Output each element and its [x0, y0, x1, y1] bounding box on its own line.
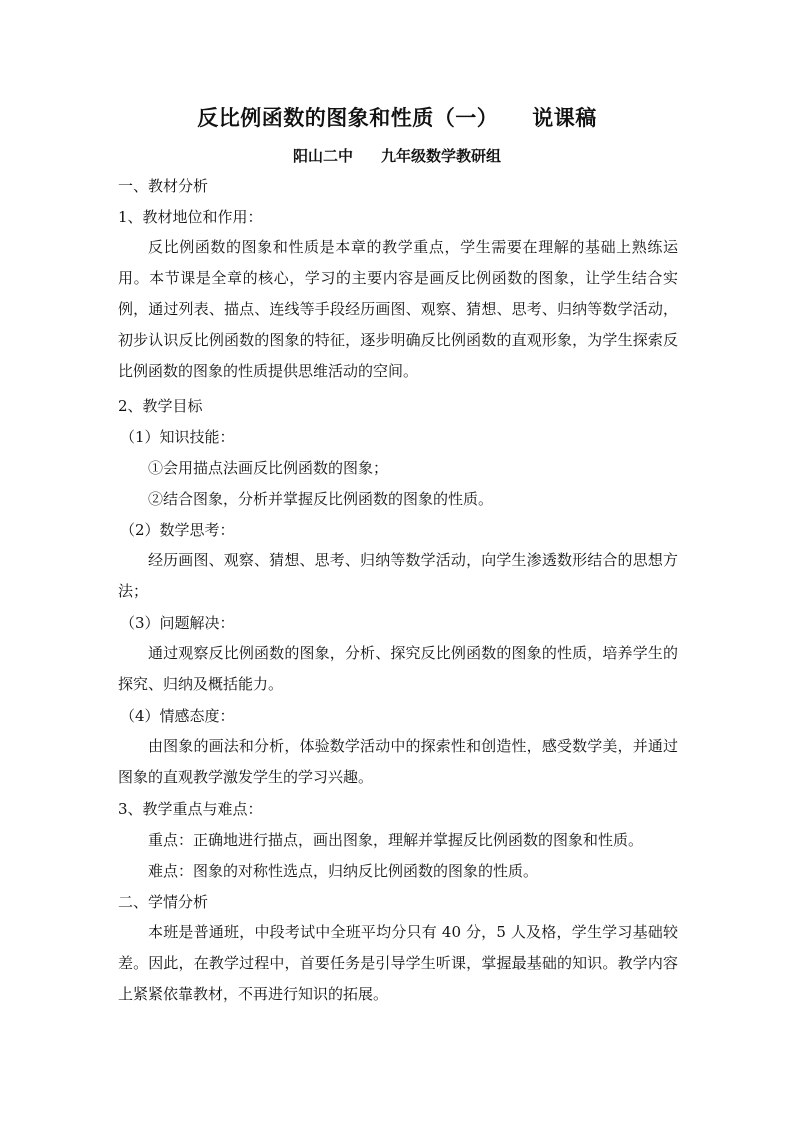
goal-1-item-1: ①会用描点法画反比例函数的图象；	[148, 459, 389, 477]
section-1-3-heading: 3、教学重点与难点：	[118, 800, 263, 818]
document-title	[0, 102, 794, 132]
goal-3-heading: （3）问题解决：	[120, 614, 235, 632]
goal-4-heading: （4）情感态度：	[120, 707, 235, 725]
document-subtitle	[0, 145, 794, 166]
section-1-1-heading: 1、教材地位和作用：	[118, 208, 263, 226]
goal-2-heading: （2）数学思考：	[120, 521, 235, 539]
goal-4-paragraph: 由图象的画法和分析，体验数学活动中的探索性和创造性，感受数学美，并通过图象的直观教学激发学生的学习兴趣。	[118, 737, 678, 786]
title-suffix: 说课稿	[532, 105, 597, 130]
subtitle-school: 阳山二中	[292, 147, 353, 165]
key-point: 重点：正确地进行描点，画出图象，理解并掌握反比例函数的图象和性质。	[148, 831, 644, 849]
goal-3-paragraph: 通过观察反比例函数的图象，分析、探究反比例函数的图象的性质，培养学生的探究、归纳及概括能力。	[118, 644, 678, 693]
section-2-heading: 二、学情分析	[118, 893, 209, 911]
goal-2-paragraph: 经历画图、观察、猜想、思考、归纳等数学活动，向学生渗透数形结合的思想方法；	[118, 551, 678, 600]
section-1-heading: 一、教材分析	[118, 177, 209, 195]
title-main: 反比例函数的图象和性质（一）	[197, 105, 499, 130]
difficulty-point: 难点：图象的对称性选点，归纳反比例函数的图象的性质。	[148, 862, 539, 880]
section-2-paragraph: 本班是普通班，中段考试中全班平均分只有 40 分，5 人及格，学生学习基础较差。因此，在教学过程中，首要任务是引导学生听课，掌握最基础的知识。教学内容上紧紧依靠教材，不再进行知识的拓展。	[118, 923, 678, 1003]
goal-1-item-2: ②结合图象，分析并掌握反比例函数的图象的性质。	[148, 490, 494, 508]
subtitle-group: 九年级数学教研组	[381, 147, 502, 165]
goal-1-heading: （1）知识技能：	[120, 428, 235, 446]
section-1-2-heading: 2、教学目标	[118, 397, 203, 415]
section-1-1-paragraph: 反比例函数的图象和性质是本章的教学重点，学生需要在理解的基础上熟练运用。本节课是全章的核心，学习的主要内容是画反比例函数的图象，让学生结合实例，通过列表、描点、连线等手段经历画图、观察、猜想、思考、归纳等数学活动，初步认识反比例函数的图象的特征，逐步明确反比例函数的直观形象，为学生探索反比例函数的图象的性质提供思维活动的空间。	[118, 238, 678, 380]
